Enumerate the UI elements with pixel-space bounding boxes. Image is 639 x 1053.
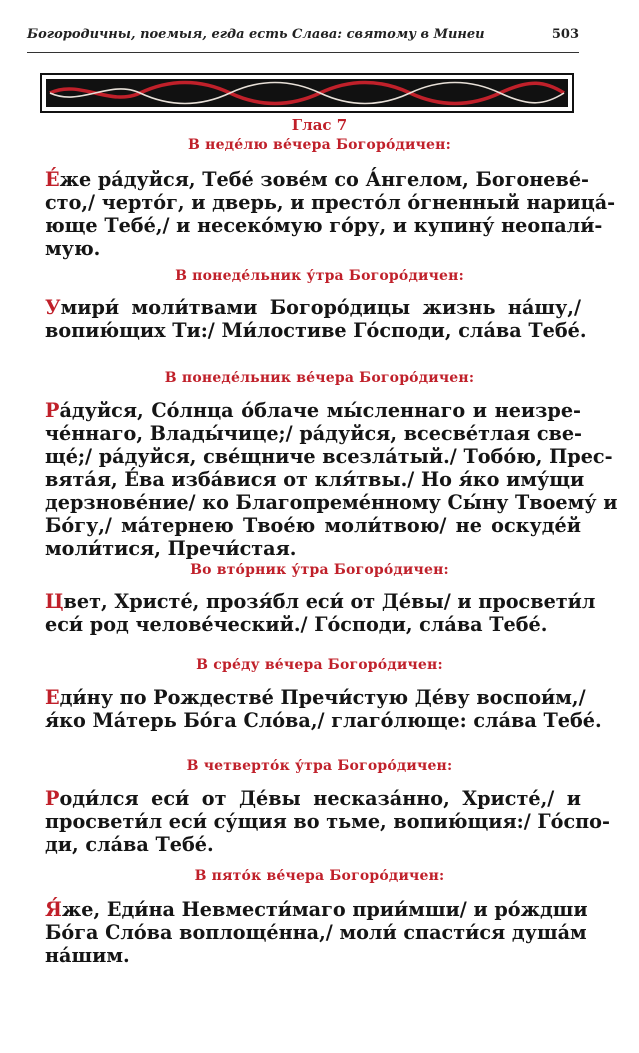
hymn-line xyxy=(45,921,587,944)
hymn-line xyxy=(45,168,590,191)
hymn-line xyxy=(45,590,596,613)
hymn-line-text: Бо́га Сло́ва воплоще́нна,/ моли́ спасти́ся душа́м xyxy=(45,921,587,944)
hymn-line-text: мири́ моли́твами Богоро́дицы жизнь на́шу,/ xyxy=(60,296,581,319)
red-initial: У xyxy=(45,296,61,319)
hymn-line-text: вет, Христе́, прозя́бл еси́ от Де́вы/ и просвети́л xyxy=(63,590,596,613)
hymn-line xyxy=(45,399,581,422)
hymn-line xyxy=(45,613,581,636)
hymn-text xyxy=(45,590,596,636)
hymn-line xyxy=(45,944,581,967)
red-initial: Е́ xyxy=(45,168,60,191)
section-heading: Во вто́рник у́тра Богоро́дичен: xyxy=(190,562,449,578)
hymn-line-text: же, Еди́на Невмести́маго прии́мши/ и ро́ждши xyxy=(61,898,588,921)
hymn-line xyxy=(45,709,602,732)
hymn-line xyxy=(45,686,586,709)
hymn-line xyxy=(45,491,618,514)
red-initial: Я́ xyxy=(45,898,62,921)
hymn-line xyxy=(45,810,610,833)
hymn-text xyxy=(45,898,588,967)
hymn-line-text: просвети́л еси́ су́щия во тьме, вопию́щия:/ Го́спо- xyxy=(45,810,610,833)
hymn-line-text: Бо́гу,/ ма́тернею Твое́ю моли́твою/ не оскуде́й xyxy=(45,514,581,537)
running-title: Богородичны, поемыя, егда есть Слава: святому в Минеи xyxy=(27,27,485,42)
hymn-line-text: а́дуйся, Со́лнца о́блаче мы́сленнаго и неизре- xyxy=(59,399,581,422)
page-number: 503 xyxy=(551,27,579,42)
hymn-line xyxy=(45,898,588,921)
hymn-text xyxy=(45,399,618,560)
hymn-text xyxy=(45,686,602,732)
hymn-line xyxy=(45,787,581,810)
running-head xyxy=(27,27,579,42)
hymn-line-text: ди, сла́ва Тебе́. xyxy=(45,833,214,856)
section-heading: В пято́к ве́чера Богоро́дичен: xyxy=(194,868,445,884)
hymn-line xyxy=(45,514,581,537)
hymn-line-text: че́ннаго, Влады́чице;/ ра́дуйся, всесве́тлая све- xyxy=(45,422,583,445)
red-initial: Ц xyxy=(45,590,64,613)
section-heading: В понеде́льник ве́чера Богоро́дичен: xyxy=(164,370,475,386)
decorative-band xyxy=(40,73,574,113)
hymn-line xyxy=(45,445,613,468)
hymn-line-text: оди́лся еси́ от Де́вы несказа́нно, Христе́,/ и xyxy=(59,787,581,810)
section-heading: В сре́ду ве́чера Богоро́дичен: xyxy=(196,657,443,673)
hymn-line-text: вята́я, Е́ва изба́вися от кля́твы./ Но я́ко иму́щи xyxy=(45,468,585,491)
hymn-line xyxy=(45,537,581,560)
hymn-line-text: ди́ну по Рождестве́ Пречи́стую Де́ву воспои́м,/ xyxy=(59,686,586,709)
hymn-text xyxy=(45,168,616,260)
section-heading: В понеде́льник у́тра Богоро́дичен: xyxy=(175,268,464,284)
section-heading: В неде́лю ве́чера Богоро́дичен: xyxy=(188,137,451,153)
hymn-line-text: дерзнове́ние/ ко Благопреме́нному Сы́ну Твоему́ и xyxy=(45,491,618,514)
hymn-line-text: вопию́щих Ти:/ Ми́лостиве Го́споди, сла́ва Тебе́. xyxy=(45,319,587,342)
hymn-line xyxy=(45,214,603,237)
hymn-line xyxy=(45,296,581,319)
hymn-line xyxy=(45,422,581,445)
hymn-line-text: юще Тебе́,/ и несеко́мую го́ру, и купину́ неопали́- xyxy=(45,214,603,237)
section-heading: В четверто́к у́тра Богоро́дичен: xyxy=(186,758,453,774)
header-rule xyxy=(27,52,579,53)
hymn-line-text: еси́ род челове́ческий./ Го́споди, сла́ва Тебе́. xyxy=(45,613,548,636)
hymn-line xyxy=(45,468,585,491)
hymn-line xyxy=(45,319,587,342)
hymn-text xyxy=(45,296,587,342)
red-initial: Р xyxy=(45,399,60,422)
hymn-line-text: я́ко Ма́терь Бо́га Сло́ва,/ глаго́люще: сла́ва Тебе́. xyxy=(45,709,602,732)
hymn-text xyxy=(45,787,610,856)
hymn-line xyxy=(45,191,616,214)
hymn-line-text: моли́тися, Пречи́стая. xyxy=(45,537,297,560)
hymn-line xyxy=(45,237,581,260)
hymn-line-text: ще́;/ ра́дуйся, све́щниче всезла́тый./ Тобо́ю, Прес- xyxy=(45,445,613,468)
hymn-line-text: на́шим. xyxy=(45,944,130,967)
hymn-line-text: мую. xyxy=(45,237,101,260)
hymn-line-text: сто,/ черто́г, и дверь, и престо́л о́гненный нарица́- xyxy=(45,191,616,214)
tone-label: Глас 7 xyxy=(291,116,348,134)
hymn-line xyxy=(45,833,581,856)
red-initial: Е xyxy=(45,686,60,709)
red-initial: Р xyxy=(45,787,60,810)
hymn-line-text: же ра́дуйся, Тебе́ зове́м со А́нгелом, Богоневе́- xyxy=(59,168,590,191)
